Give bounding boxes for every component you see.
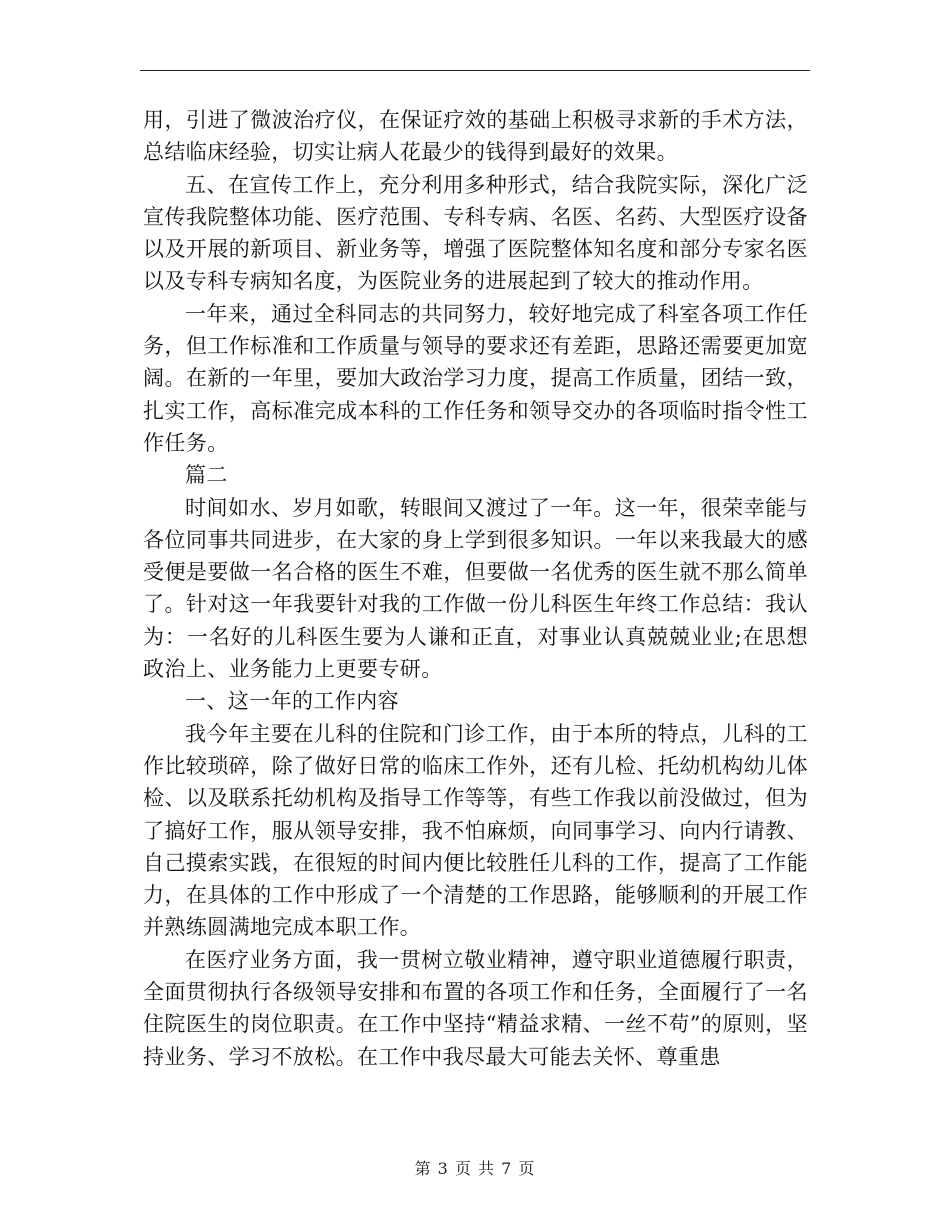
paragraph: 在医疗业务方面，我一贯树立敬业精神，遵守职业道德履行职责，全面贯彻执行各级领导安排和布置的各项工作和任务，全面履行了一名住院医生的岗位职责。在工作中坚持“精益求精、一丝不苟”的原则，坚持业务、学习不放松。在工作中我尽最大可能去关怀、尊重患 [143, 947, 808, 1069]
paragraph: 时间如水、岁月如歌，转眼间又渡过了一年。这一年，很荣幸能与各位同事共同进步，在大家的身上学到很多知识。一年以来我最大的感受便是要做一名合格的医生不难，但要做一名优秀的医生就不那么简单了。针对这一年我要针对我的工作做一份儿科医生年终工作总结：我认为：一名好的儿科医生要为人谦和正直，对事业认真兢兢业业;在思想政治上、业务能力上更要专研。 [143, 495, 808, 682]
paragraph: 我今年主要在儿科的住院和门诊工作，由于本所的特点，儿科的工作比较琐碎，除了做好日常的临床工作外，还有儿检、托幼机构幼儿体检、以及联系托幼机构及指导工作等等，有些工作我以前没做过，但为了搞好工作，服从领导安排，我不怕麻烦，向同事学习、向内行请教、自己摸索实践，在很短的时间内便比较胜任儿科的工作，提高了工作能力，在具体的工作中形成了一个清楚的工作思路，能够顺利的开展工作并熟练圆满地完成本职工作。 [143, 721, 808, 940]
paragraph: 用，引进了微波治疗仪，在保证疗效的基础上积极寻求新的手术方法，总结临床经验，切实让病人花最少的钱得到最好的效果。 [143, 108, 808, 165]
section-heading: 一、这一年的工作内容 [185, 689, 399, 714]
header-rule [140, 70, 810, 71]
paragraph: 五、在宣传工作上，充分利用多种形式，结合我院实际，深化广泛宣传我院整体功能、医疗范围、专科专病、名医、名药、大型医疗设备以及开展的新项目、新业务等，增强了医院整体知名度和部分专家名医以及专科专病知名度，为医院业务的进展起到了较大的推动作用。 [143, 172, 808, 294]
paragraph: 一年来，通过全科同志的共同努力，较好地完成了科室各项工作任务，但工作标准和工作质量与领导的要求还有差距，思路还需要更加宽阔。在新的一年里，要加大政治学习力度，提高工作质量，团结一致，扎实工作，高标准完成本科的工作任务和领导交办的各项临时指令性工作任务。 [143, 301, 808, 455]
body-text [143, 104, 808, 1073]
page-footer: 第 3 页 共 7 页 [414, 1159, 536, 1178]
section-heading: 篇二 [185, 463, 228, 488]
